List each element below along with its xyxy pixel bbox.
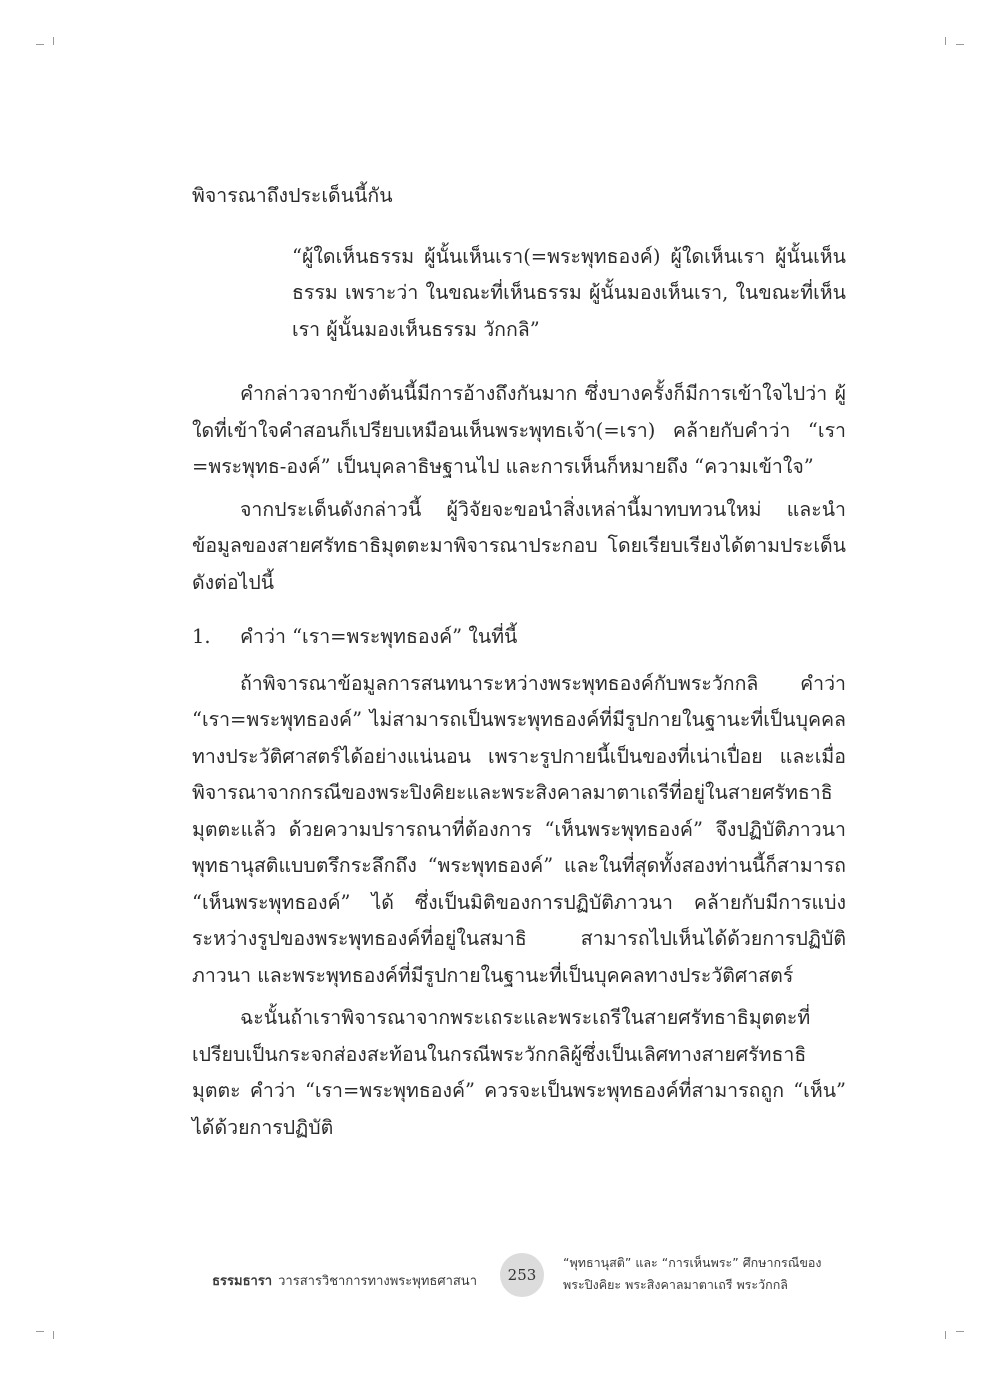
journal-name: ธรรมธารา [212, 1274, 273, 1289]
page-number: 253 [500, 1253, 544, 1297]
block-quote: “ผู้ใดเห็นธรรม ผู้นั้นเห็นเรา(=พระพุทธองค์) ผู้ใดเห็นเรา ผู้นั้นเห็นธรรม เพราะว่า ในขณะที่เห็นธรรม ผู้นั้นมองเห็นเรา, ในขณะที่เห็นเรา ผู้นั้นมองเห็นธรรม วักกลิ” [292, 244, 846, 341]
crop-mark-bottom-right-h [956, 1331, 964, 1332]
article-title [563, 1252, 822, 1296]
page-body [192, 178, 846, 1152]
section-heading [192, 619, 846, 656]
journal-subtitle: วารสารวิชาการทางพระพุทธศาสนา [278, 1274, 477, 1289]
crop-mark-bottom-left-h [36, 1331, 44, 1332]
crop-mark-bottom-right-v [945, 1331, 946, 1339]
paragraph-4: ฉะนั้นถ้าเราพิจารณาจากพระเถระและพระเถรีในสายศรัทธาธิมุตตะที่เปรียบเป็นกระจกส่องสะท้อนในกรณีพระวักกลิผู้ซึ่งเป็นเลิศทางสายศรัทธาธิมุตตะ คำว่า “เรา=พระพุทธองค์” ควรจะเป็นพระพุทธองค์ที่สามารถถูก “เห็น” ได้ด้วยการปฏิบัติ [192, 1006, 846, 1139]
section-title: คำว่า “เรา=พระพุทธองค์” ในที่นี้ [240, 625, 518, 648]
page-footer [0, 1248, 1000, 1308]
article-title-line-2: พระปิงคิยะ พระสิงคาลมาตาเถรี พระวักกลิ [563, 1277, 788, 1292]
crop-mark-bottom-left-v [53, 1331, 54, 1339]
section-number: 1. [192, 625, 211, 648]
intro-line: พิจารณาถึงประเด็นนี้กัน [192, 184, 393, 207]
paragraph-1: คำกล่าวจากข้างต้นนี้มีการอ้างถึงกันมาก ซึ่งบางครั้งก็มีการเข้าใจไปว่า ผู้ใดที่เข้าใจคำสอนก็เปรียบเหมือนเห็นพระพุทธเจ้า(=เรา) คล้ายกับคำว่า “เรา =พระพุทธ-องค์” เป็นบุคลาธิษฐานไป และการเห็นก็หมายถึง “ความเข้าใจ” [192, 382, 846, 478]
paragraph-2: จากประเด็นดังกล่าวนี้ ผู้วิจัยจะขอนำสิ่งเหล่านี้มาทบทวนใหม่ และนำข้อมูลของสายศรัทธาธิมุตตะมาพิจารณาประกอบ โดยเรียบเรียงได้ตามประเด็นดังต่อไปนี้ [192, 497, 846, 594]
crop-mark-top-right-v [945, 37, 946, 45]
crop-mark-top-right-h [956, 44, 964, 45]
article-title-line-1: “พุทธานุสติ” และ “การเห็นพระ” ศึกษากรณีของ [563, 1255, 822, 1270]
crop-mark-top-left-h [36, 44, 44, 45]
crop-mark-top-left-v [53, 37, 54, 45]
journal-credit [212, 1270, 477, 1291]
paragraph-3: ถ้าพิจารณาข้อมูลการสนทนาระหว่างพระพุทธองค์กับพระวักกลิ คำว่า “เรา=พระพุทธองค์” ไม่สามารถเป็นพระพุทธองค์ที่มีรูปกายในฐานะที่เป็นบุคคลทางประวัติศาสตร์ได้อย่างแน่นอน เพราะรูปกายนี้เป็นของที่เน่าเปื่อย และเมื่อพิจารณาจากกรณีของพระปิงคิยะและพระสิงคาลมาตาเถรีที่อยู่ในสายศรัทธาธิมุตตะแล้ว ด้วยความปรารถนาที่ต้องการ “เห็นพระพุทธองค์” จึงปฏิบัติภาวนาพุทธานุสติแบบตรึกระลึกถึง “พระพุทธองค์” และในที่สุดทั้งสองท่านนี้ก็สามารถ “เห็นพระพุทธองค์” ได้ ซึ่งเป็นมิติของการปฏิบัติภาวนา คล้ายกับมีการแบ่งระหว่างรูปของพระพุทธองค์ที่อยู่ในสมาธิ สามารถไปเห็นได้ด้วยการปฏิบัติภาวนา และพระพุทธองค์ที่มีรูปกายในฐานะที่เป็นบุคคลทางประวัติศาสตร์ [192, 671, 846, 987]
